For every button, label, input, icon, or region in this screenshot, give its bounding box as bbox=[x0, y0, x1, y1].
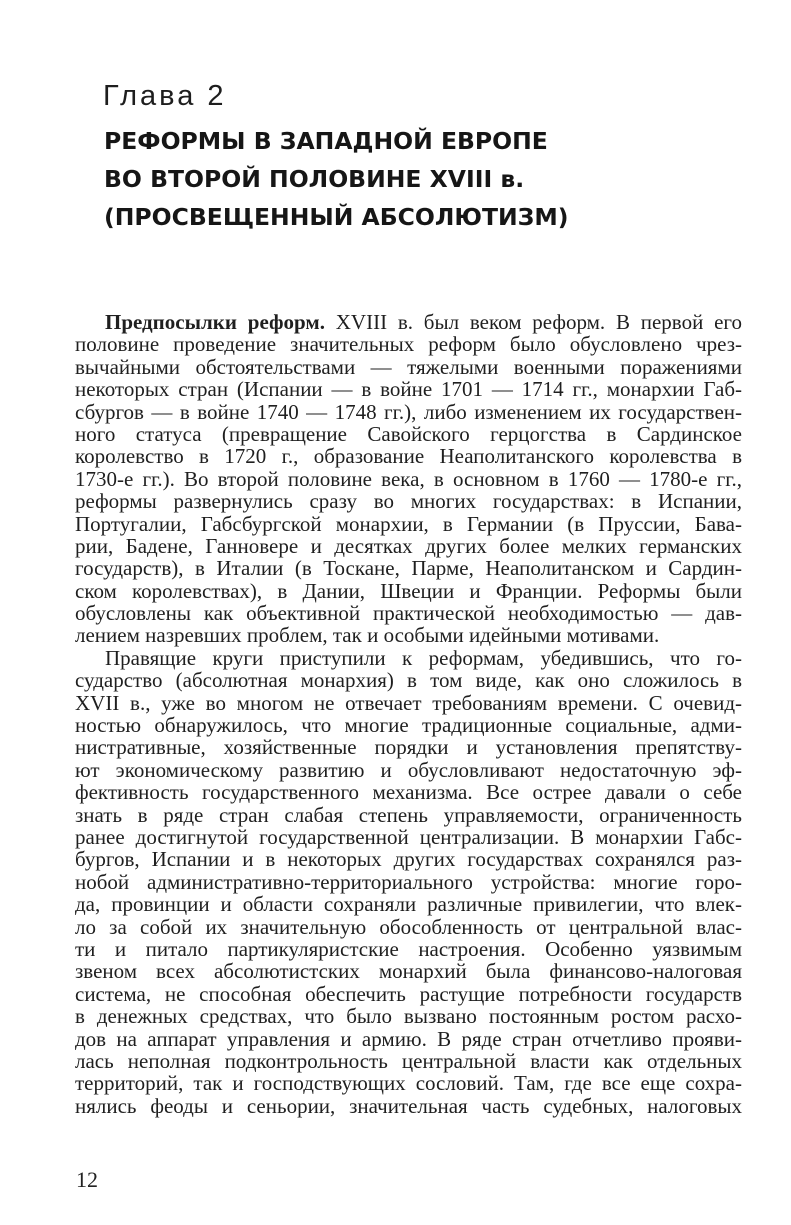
text-line: половине проведение значительных реформ было обусловлено чрез- bbox=[75, 332, 742, 357]
text-line: дов на аппарат управления и армию. В ряде стран отчетливо прояви- bbox=[75, 1026, 742, 1051]
text-line: нялись феоды и сеньории, значительная часть судебных, налоговых bbox=[75, 1093, 742, 1118]
text-line: Правящие круги приступили к реформам, убедившись, что го- bbox=[105, 645, 742, 670]
text-line: в денежных средствах, что было вызвано постоянным ростом расхо- bbox=[75, 1004, 742, 1029]
text-line: ного статуса (превращение Савойского герцогства в Сардинское bbox=[75, 421, 742, 446]
chapter-title-line: ВО ВТОРОЙ ПОЛОВИНЕ XVIII в. bbox=[104, 165, 525, 193]
text-line: рии, Бадене, Ганновере и десятках других более мелких германских bbox=[75, 533, 742, 558]
text-line: ранее достигнутой государственной централизации. В монархии Габс- bbox=[75, 824, 742, 849]
text-line: звеном всех абсолютистских монархий была финансово-налоговая bbox=[75, 959, 742, 984]
paragraph-1 bbox=[75, 311, 742, 647]
text-line-content: XVIII в. был веком реформ. В первой его bbox=[324, 310, 742, 334]
text-line: ском королевствах), в Дании, Швеции и Франции. Реформы были bbox=[75, 578, 742, 603]
text-line: бургов, Испании и в некоторых других государствах сохранялся раз- bbox=[75, 847, 742, 872]
chapter-title bbox=[104, 122, 569, 236]
text-line: ти и питало партикуляристские настроения. Особенно уязвимым bbox=[75, 936, 742, 961]
text-line: знать в ряде стран слабая степень управляемости, ограниченность bbox=[75, 802, 742, 827]
body-text bbox=[75, 311, 742, 1117]
page-number: 12 bbox=[76, 1167, 98, 1192]
text-line: государств), в Италии (в Тоскане, Парме, Неаполитанском и Сардин- bbox=[75, 556, 742, 581]
text-line: лением назревших проблем, так и особыми идейными мотивами. bbox=[75, 623, 660, 648]
chapter-title-line: (ПРОСВЕЩЕННЫЙ АБСОЛЮТИЗМ) bbox=[104, 203, 569, 231]
text-line: система, не способная обеспечить растущие потребности государств bbox=[75, 981, 742, 1006]
paragraph-2 bbox=[75, 647, 742, 1117]
text-line: королевство в 1720 г., образование Неаполитанского королевства в bbox=[75, 444, 742, 469]
text-line: вычайными обстоятельствами — тяжелыми военными поражениями bbox=[75, 354, 742, 379]
section-heading: Предпосылки реформ. bbox=[105, 310, 325, 334]
text-line: фективность государственного механизма. Все острее давали о себе bbox=[75, 780, 742, 805]
text-line: ностью обнаружилось, что многие традиционные социальные, адми- bbox=[75, 713, 742, 738]
text-line: Португалии, Габсбургской монархии, в Германии (в Пруссии, Бава- bbox=[75, 511, 742, 536]
text-line: да, провинции и области сохраняли различные привилегии, что влек- bbox=[75, 892, 742, 917]
text-line: территорий, так и господствующих сословий. Там, где все еще сохра- bbox=[75, 1071, 742, 1096]
text-line: нистративные, хозяйственные порядки и установления препятству- bbox=[75, 735, 742, 760]
text-line: реформы развернулись сразу во многих государствах: в Испании, bbox=[75, 489, 742, 514]
text-line: сбургов — в войне 1740 — 1748 гг.), либо изменением их государствен- bbox=[75, 399, 742, 424]
text-line: сударство (абсолютная монархия) в том виде, как оно сложилось в bbox=[75, 668, 742, 693]
text-line: некоторых стран (Испании — в войне 1701 — 1714 гг., монархии Габ- bbox=[75, 377, 742, 402]
chapter-title-line: РЕФОРМЫ В ЗАПАДНОЙ ЕВРОПЕ bbox=[104, 127, 548, 155]
text-line bbox=[75, 311, 742, 333]
text-line: обусловлены как объективной практической необходимостью — дав- bbox=[75, 601, 742, 626]
text-line: XVII в., уже во многом не отвечает требованиям времени. С очевид- bbox=[75, 690, 742, 715]
text-line: 1730-е гг.). Во второй половине века, в основном в 1760 — 1780-е гг., bbox=[75, 466, 742, 491]
text-line: ют экономическому развитию и обусловливают недостаточную эф- bbox=[75, 757, 742, 782]
text-line: лась неполная подконтрольность центральной власти как отдельных bbox=[75, 1048, 742, 1073]
chapter-label: Глава 2 bbox=[103, 80, 227, 112]
text-line: ло за собой их значительную обособленность от центральной влас- bbox=[75, 914, 742, 939]
text-line: нобой административно-территориального устройства: многие горо- bbox=[75, 869, 742, 894]
